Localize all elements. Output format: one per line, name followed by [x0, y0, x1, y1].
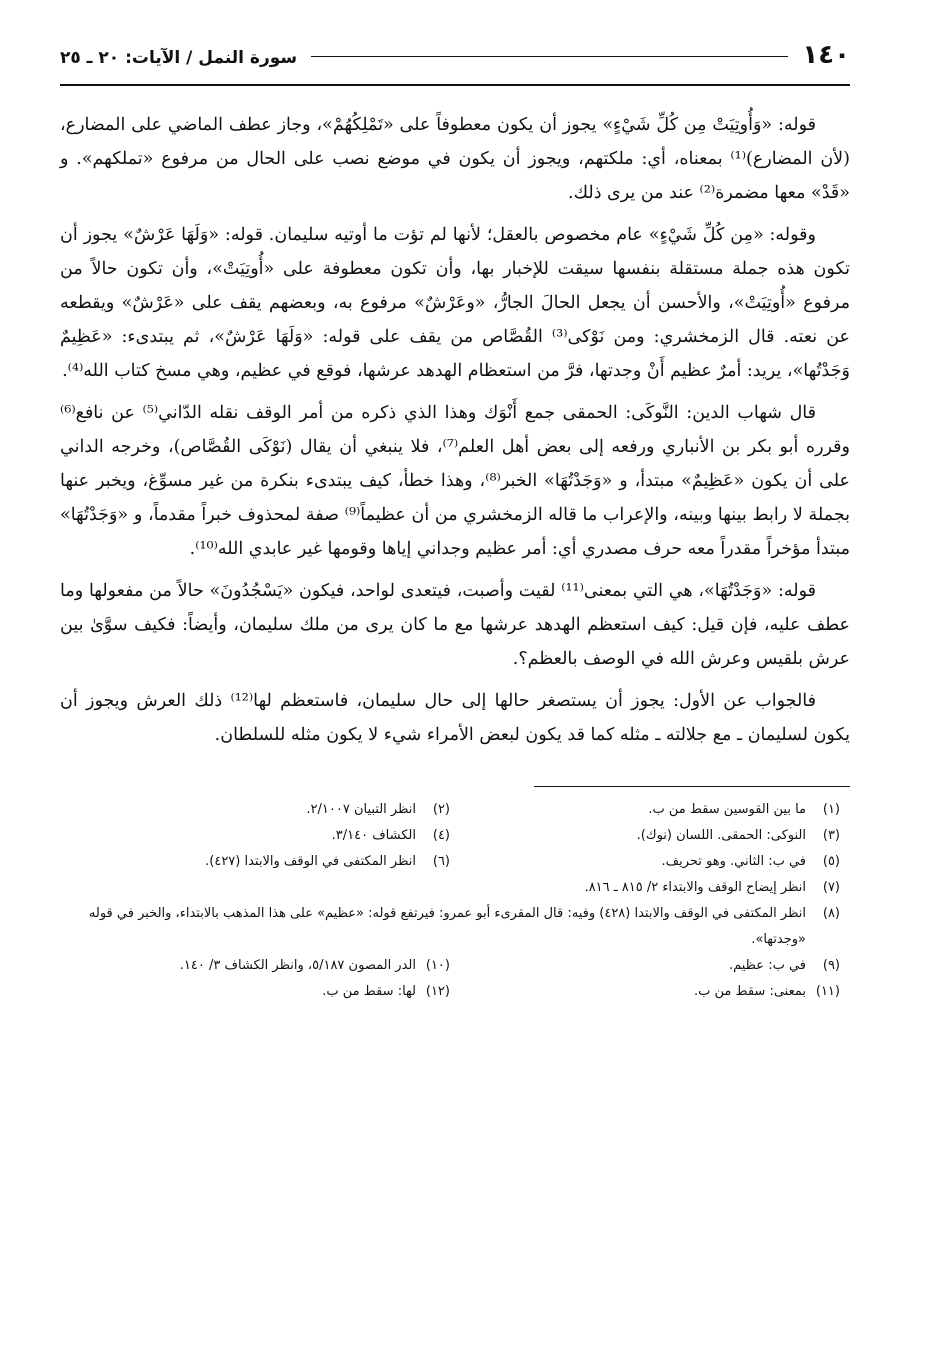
footnote-text: انظر المكتفى في الوقف والابتدا (٤٢٧).	[205, 854, 416, 869]
footnote-3	[450, 823, 840, 849]
footnote-10	[60, 953, 450, 979]
main-text	[60, 108, 850, 752]
footnotes	[60, 797, 850, 1005]
paragraph: قوله: «وَجَدْتُهَا»، هي التي بمعنى⁽¹¹⁾ لقيت وأصبت، فيتعدى لواحد، فيكون «يَسْجُدُونَ» حالاً من مفعولها وما عطف عليه، فإن قيل: كيف استعظم الهدهد عرشها مع ما كان يرى من ملك سليمان، وأيضاً: فكيف سوَّىٰ بين عرش بلقيس وعرش الله في الوصف بالعظم؟.	[60, 581, 850, 669]
footnote-row	[60, 823, 840, 849]
footnote-text: انظر التبيان ٢/١٠٠٧.	[306, 802, 416, 817]
footnote-number: (٦)	[432, 854, 450, 869]
footnote-row	[60, 953, 840, 979]
footnote-row	[60, 797, 840, 823]
paragraph: قوله: «وَأُوتِيَتْ مِن كُلِّ شَيْءٍ» يجوز أن يكون معطوفاً على «تَمْلِكُهُمْ»، وجاز عطف الماضي على المضارع، (لأن المضارع)⁽¹⁾ بمعناه، أي: ملكتهم، ويجوز أن يكون في موضع نصب على الحال من مرفوع «تملكهم». و «قَدْ» معها مضمرة⁽²⁾ عند من يرى ذلك.	[60, 115, 850, 203]
running-title: سورة النمل / الآيات: ٢٠ ـ ٢٥	[60, 48, 298, 68]
footnote-row	[60, 979, 840, 1005]
page-header	[60, 40, 850, 80]
header-rule-inline	[311, 56, 788, 57]
footnote-text: انظر إيضاح الوقف والابتداء ٢/ ٨١٥ ـ ٨١٦.	[584, 880, 806, 895]
footnote-8	[60, 901, 840, 953]
footnote-2	[60, 797, 450, 823]
footnote-number: (١٠)	[425, 958, 450, 973]
footnote-text: في ب: عظيم.	[728, 958, 806, 973]
footnote-number: (٥)	[822, 854, 840, 869]
footnote-5	[450, 849, 840, 875]
footnote-number: (٩)	[822, 958, 840, 973]
footnote-6	[60, 849, 450, 875]
footnote-separator	[534, 786, 850, 787]
footnote-row	[60, 849, 840, 875]
paragraph: وقوله: «مِن كُلِّ شَيْءٍ» عام مخصوص بالعقل؛ لأنها لم تؤت ما أوتيه سليمان. قوله: «وَلَهَا عَرْشٌ» يجوز أن تكون هذه جملة مستقلة بنفسها سيقت للإخبار بها، وأن تكون معطوفة على «أُوتِيَتْ»، وأن تكون حالاً من مرفوع «أُوتِيَتْ»، والأحسن أن يجعل الحالَ الجارُّ، «وعَرْشٌ» مرفوع به، وبعضهم يقف على «عَرْشٌ» ويقطعه عن نعته. قال الزمخشري: ومن نَوْكى⁽³⁾ القُصَّاص من يقف على قوله: «وَلَهَا عَرْشٌ»، ثم يبتدىء: «عَظِيمٌ وَجَدْتُها»، يريد: أمرٌ عظيم أَنْ وجدتها، فرَّ من استعظام الهدهد عرشها، فوقع في عظيم، وهي مسخ كتاب الله⁽⁴⁾.	[60, 225, 850, 381]
footnote-number: (١)	[822, 802, 840, 817]
footnote-12	[60, 979, 450, 1005]
footnote-number: (٨)	[822, 906, 840, 921]
footnote-number: (١٢)	[425, 984, 450, 999]
footnote-1	[450, 797, 840, 823]
header-divider	[60, 84, 850, 86]
footnote-text: الدر المصون ٥/١٨٧، وانظر الكشاف ٣/ ١٤٠.	[179, 958, 416, 973]
footnote-text: ما بين القوسين سقط من ب.	[648, 802, 806, 817]
footnote-7	[60, 875, 840, 901]
footnote-4	[60, 823, 450, 849]
footnote-number: (٧)	[822, 880, 840, 895]
footnote-text: انظر المكتفى في الوقف والابتدا (٤٢٨) وفيه: قال المقرىء أبو عمرو: فيرتفع قوله: «عظيم» على هذا المذهب بالابتداء، والخبر في قوله «وجدتها».	[88, 906, 806, 947]
page-number: ١٤٠	[802, 40, 850, 70]
footnote-11	[450, 979, 840, 1005]
footnote-number: (٢)	[432, 802, 450, 817]
page	[60, 40, 850, 1005]
footnote-number: (٤)	[432, 828, 450, 843]
footnote-number: (١١)	[815, 984, 840, 999]
footnote-text: بمعنى: سقط من ب.	[694, 984, 806, 999]
footnote-text: الكشاف ٣/١٤٠.	[331, 828, 416, 843]
footnote-text: لها: سقط من ب.	[322, 984, 416, 999]
footnote-text: في ب: الثاني. وهو تحريف.	[661, 854, 806, 869]
paragraph: قال شهاب الدين: النَّوكَى: الحمقى جمع أَنْوَك وهذا الذي ذكره من أمر الوقف نقله الدّاني⁽⁵⁾ عن نافع⁽⁶⁾ وقرره أبو بكر بن الأنباري ورفعه إلى بعض أهل العلم⁽⁷⁾، فلا ينبغي أن يقال (نَوْكَى القُصَّاص)، وخرجه الداني على أن يكون «عَظِيمٌ» مبتدأ، و «وَجَدْتُهَا» الخبر⁽⁸⁾، وهذا خطأ، كيف يبتدىء بنكرة من غير مسوِّغ، ويخبر عنها بجملة لا رابط بينها وبينه، والإعراب ما قاله الزمخشري من أن عظيماً⁽⁹⁾ صفة لمحذوف خبراً مقدماً، و «وَجَدْتُهَا» مبتدأ مؤخراً مقدراً معه حرف مصدري أي: أمر عظيم وجداني إياها وقومها غير عابدي الله⁽¹⁰⁾.	[60, 403, 851, 559]
footnote-text: النوكى: الحمقى. اللسان (نوك).	[636, 828, 806, 843]
footnote-number: (٣)	[822, 828, 840, 843]
paragraph: فالجواب عن الأول: يجوز أن يستصغر حالها إلى حال سليمان، فاستعظم لها⁽¹²⁾ ذلك العرش ويجوز أن يكون لسليمان ـ مع جلالته ـ مثله كما قد يكون لبعض الأمراء شيء لا يكون مثله للسلطان.	[60, 691, 850, 745]
footnote-9	[450, 953, 840, 979]
